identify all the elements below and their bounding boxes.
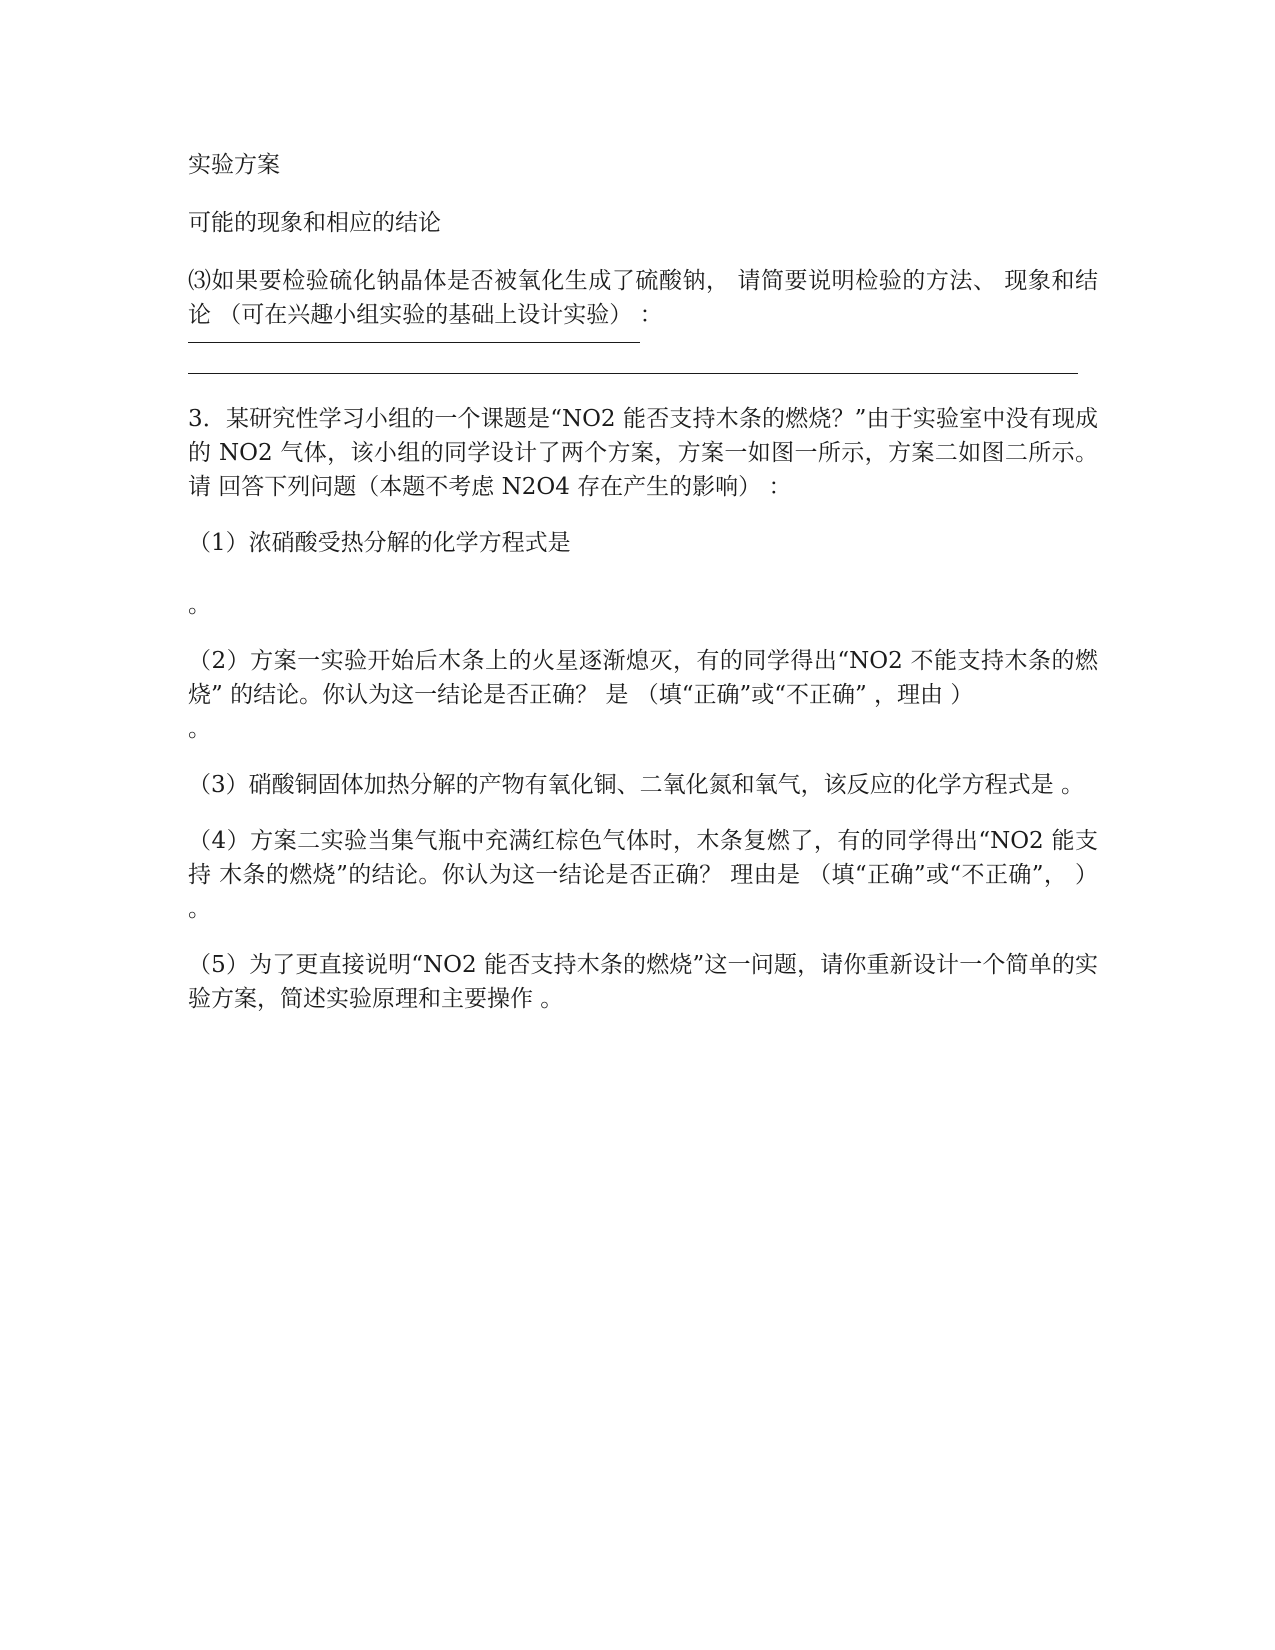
sub-question-2: （2）方案一实验开始后木条上的火星逐渐熄灭，有的同学得出“NO2 不能支持木条的燃烧” 的结论。你认为这一结论是否正确？ 是 （填“正确”或“不正确” ，理由 ） [188,648,1098,708]
sub-question-4: （4）方案二实验当集气瓶中充满红棕色气体时，木条复燃了，有的同学得出“NO2 能支持 木条的燃烧”的结论。你认为这一结论是否正确？ 理由是 （填“正确”或“不正确”， ） 。 [188,828,1098,922]
heading-possible-phenomena: 可能的现象和相应的结论 [188,210,441,236]
sub-question-3: （3）硝酸铜固体加热分解的产物有氧化铜、二氧化氮和氧气，该反应的化学方程式是 。 [188,772,1084,798]
problem-3-intro: 3．某研究性学习小组的一个课题是“NO2 能否支持木条的燃烧？”由于实验室中没有现成 的 NO2 气体，该小组的同学设计了两个方案，方案一如图一所示，方案二如图二所示。请 回答下列问题（本题不考虑 N2O4 存在产生的影响） ： [188,406,1098,500]
heading-experiment-plan: 实验方案 [188,152,280,178]
answer-line-short [188,342,640,343]
sub-question-1: （1）浓硝酸受热分解的化学方程式是 [188,530,571,556]
question-3-prompt: ⑶如果要检验硫化钠晶体是否被氧化生成了硫酸钠， 请简要说明检验的方法、 现象和结论 （可在兴趣小组实验的基础上设计实验） ： [188,268,1098,328]
document-page [188,148,1098,1016]
sub-question-2-end: 。 [188,716,211,742]
answer-line-long [188,373,1078,374]
sub-question-1-end: 。 [188,592,211,618]
sub-question-5: （5）为了更直接说明“NO2 能否支持木条的燃烧”这一问题，请你重新设计一个简单的实 验方案，简述实验原理和主要操作 。 [188,952,1098,1012]
